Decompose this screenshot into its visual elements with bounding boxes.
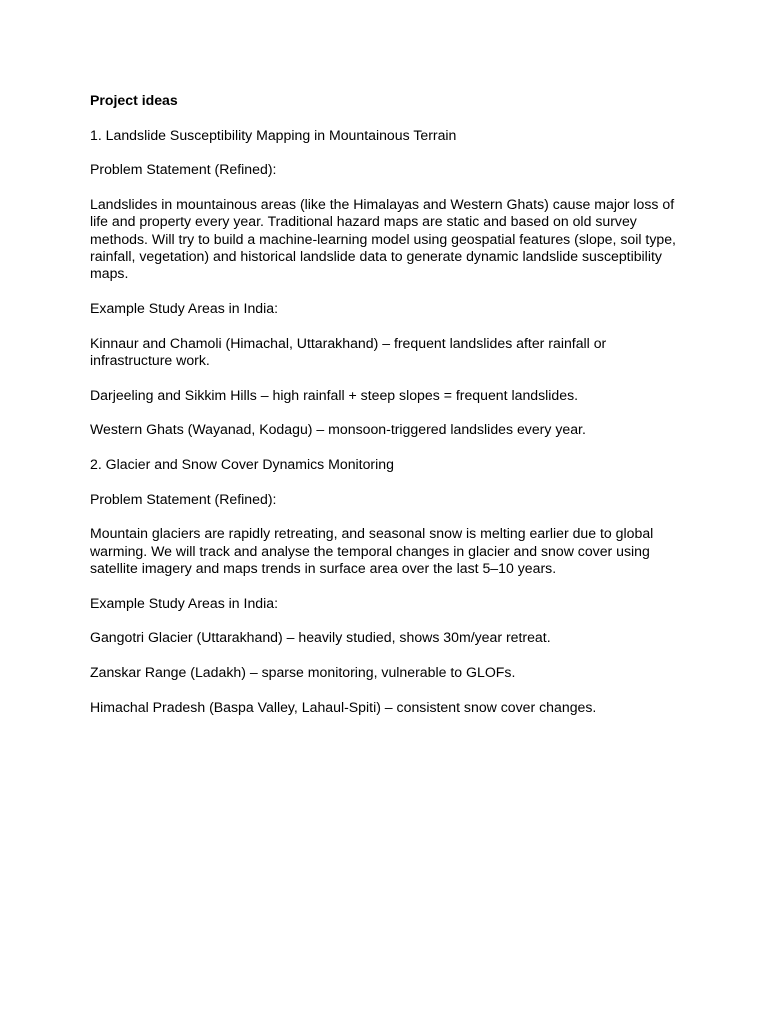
project2-area-himachal: Himachal Pradesh (Baspa Valley, Lahaul-Spiti) – consistent snow cover changes. bbox=[90, 698, 597, 715]
project2-areas-label: Example Study Areas in India: bbox=[90, 594, 279, 611]
project1-problem-label: Problem Statement (Refined): bbox=[90, 161, 277, 178]
document-title: Project ideas bbox=[90, 92, 178, 108]
project1-area-western-ghats: Western Ghats (Wayanad, Kodagu) – monsoon-triggered landslides every year. bbox=[90, 421, 586, 438]
document-page bbox=[90, 92, 680, 733]
project2-problem-label: Problem Statement (Refined): bbox=[90, 490, 277, 507]
project1-areas-label: Example Study Areas in India: bbox=[90, 299, 279, 316]
project2-area-gangotri: Gangotri Glacier (Uttarakhand) – heavily studied, shows 30m/year retreat. bbox=[90, 629, 551, 646]
project1-problem-text: Landslides in mountainous areas (like the Himalayas and Western Ghats) cause major loss of life and property every year. Traditional hazard maps are static and based on old survey methods. Will try to build a machine-learning model using geospatial features (slope, soil type, rainfall, vegetation) and historical landslide data to generate dynamic landslide susceptibility maps. bbox=[90, 196, 676, 282]
project2-heading: 2. Glacier and Snow Cover Dynamics Monitoring bbox=[90, 455, 394, 472]
project1-area-darjeeling: Darjeeling and Sikkim Hills – high rainfall + steep slopes = frequent landslides. bbox=[90, 386, 579, 403]
project1-heading: 1. Landslide Susceptibility Mapping in Mountainous Terrain bbox=[90, 126, 457, 143]
project2-problem-text: Mountain glaciers are rapidly retreating, and seasonal snow is melting earlier due to global warming. We will track and analyse the temporal changes in glacier and snow cover using satellite imagery and maps trends in surface area over the last 5–10 years. bbox=[90, 525, 654, 576]
project2-area-zanskar: Zanskar Range (Ladakh) – sparse monitoring, vulnerable to GLOFs. bbox=[90, 664, 516, 681]
project1-area-kinnaur: Kinnaur and Chamoli (Himachal, Uttarakhand) – frequent landslides after rainfall or infrastructure work. bbox=[90, 334, 607, 368]
